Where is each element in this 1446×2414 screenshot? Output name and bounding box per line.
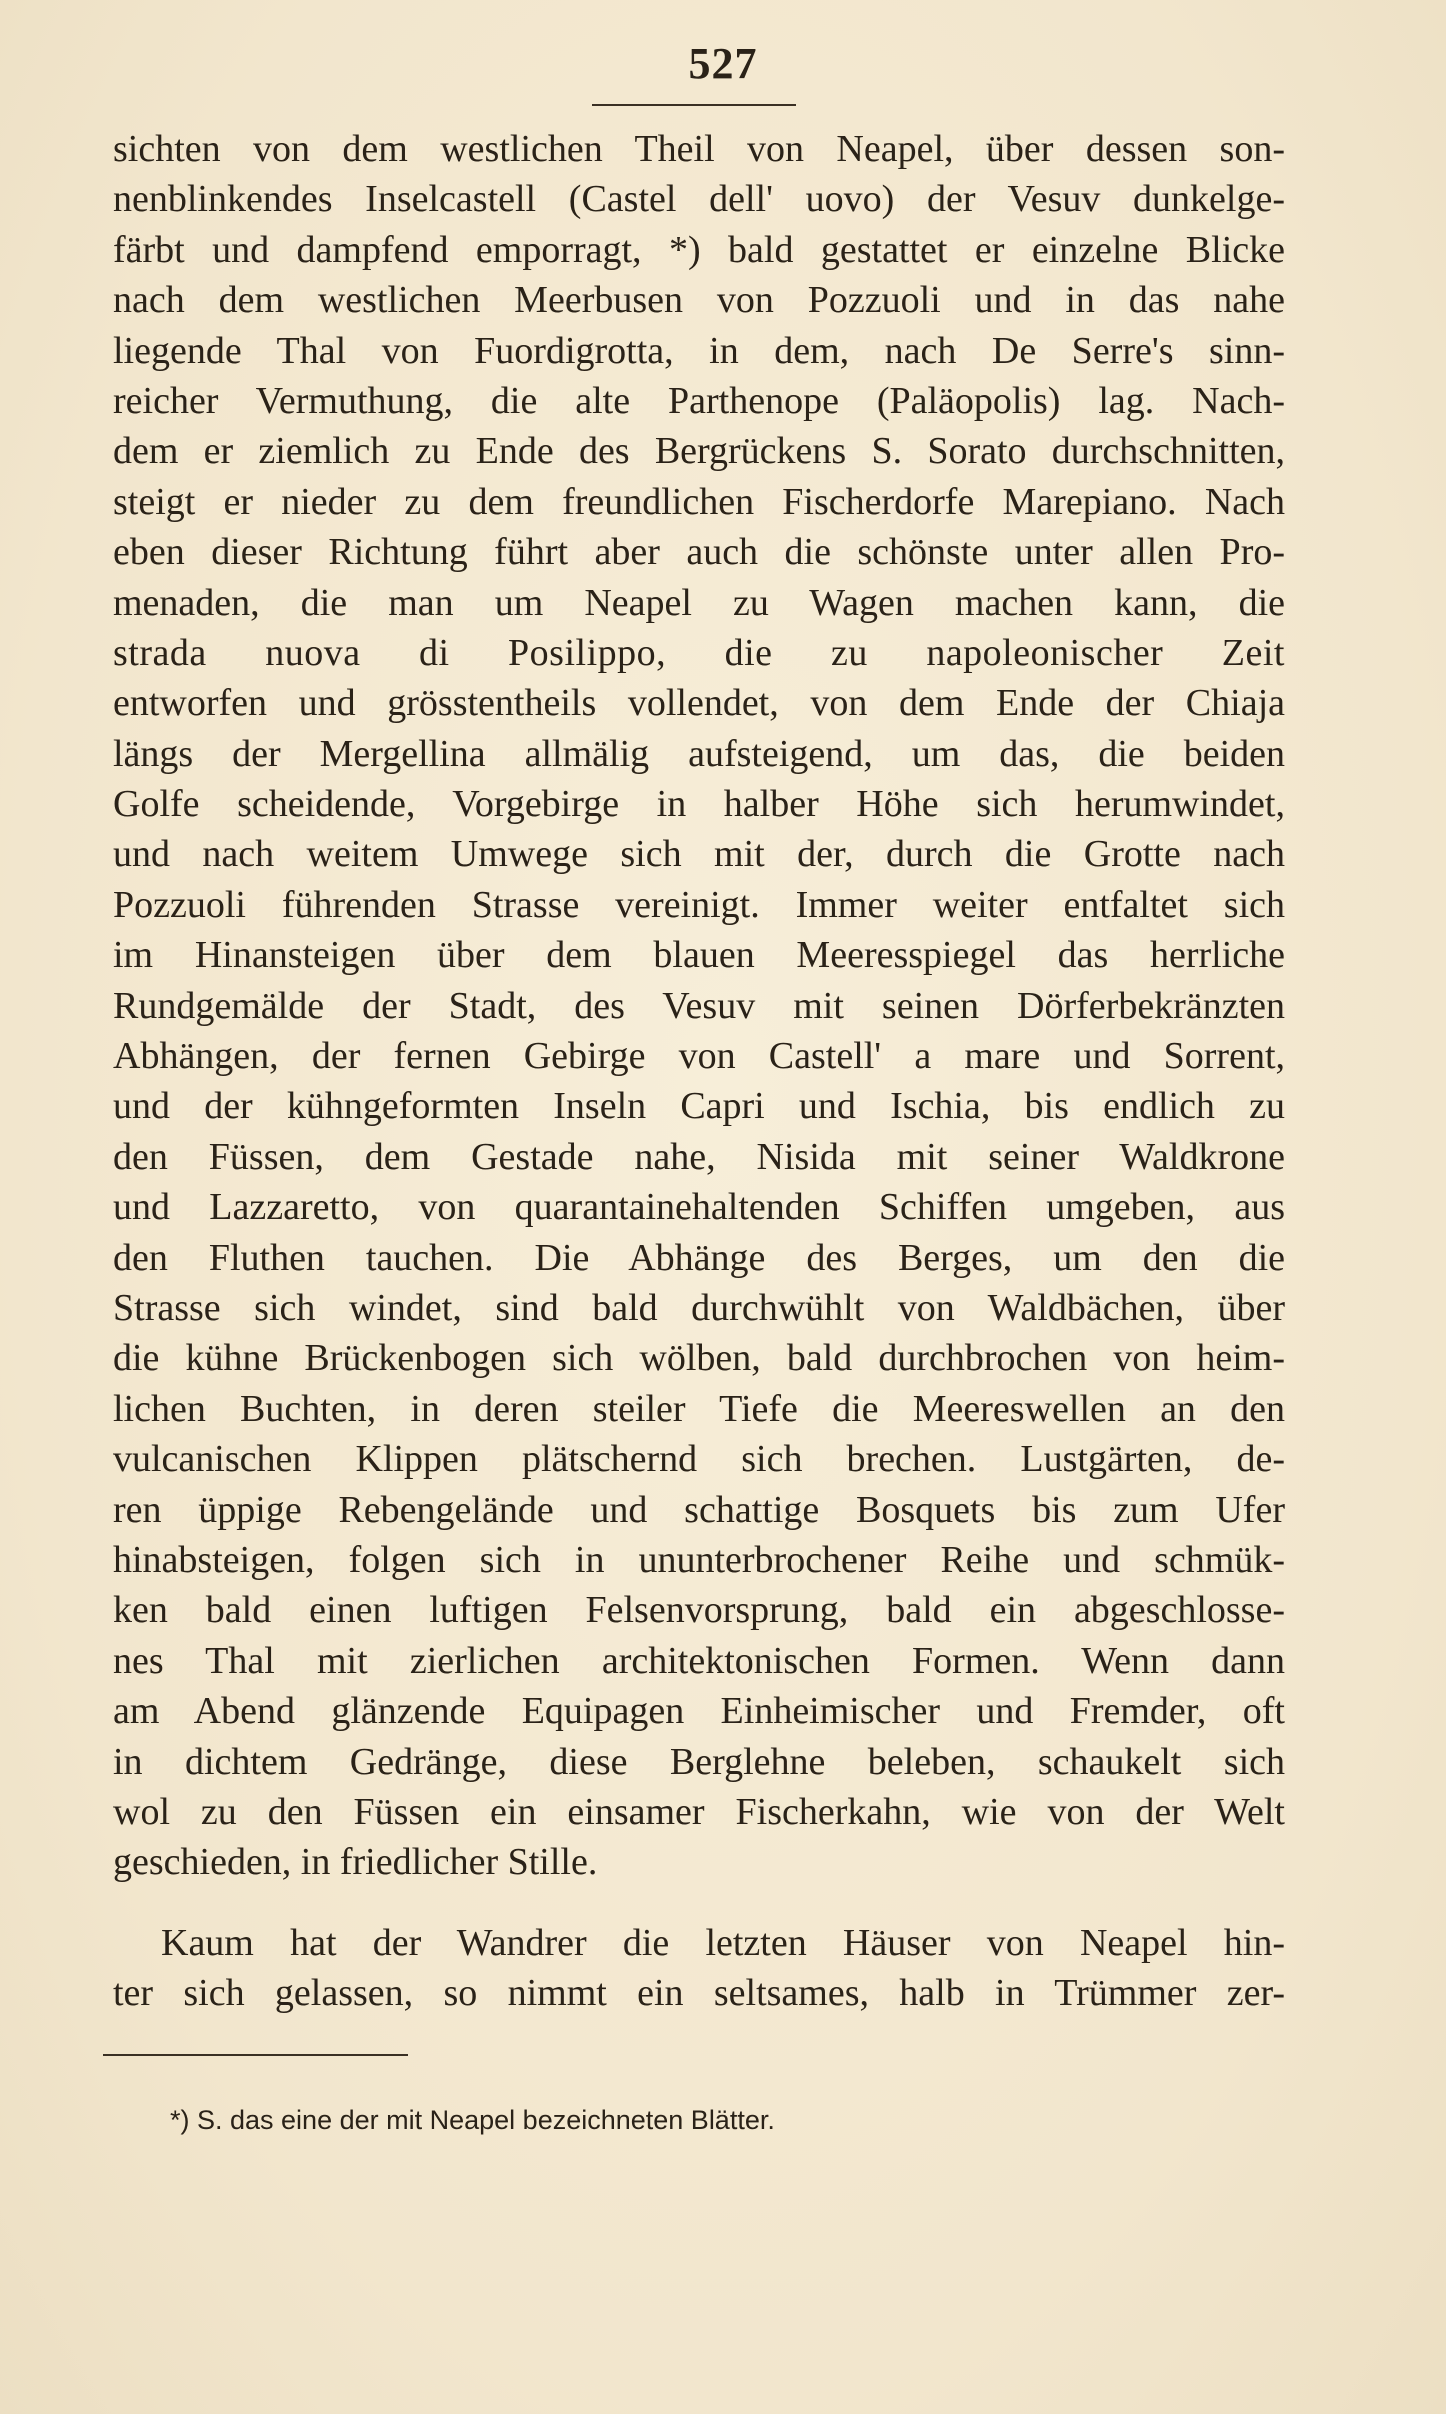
text-line: Kaum hat der Wandrer die letzten Häuser von Neapel hin- <box>161 1921 1285 1964</box>
text-line: färbt und dampfend emporragt, *) bald gestattet er einzelne Blicke <box>113 228 1285 271</box>
text-line: lichen Buchten, in deren steiler Tiefe die Meereswellen an den <box>113 1387 1285 1430</box>
text-line: ter sich gelassen, so nimmt ein seltsames, halb in Trümmer zer- <box>113 1972 1285 2015</box>
text-line: dem er ziemlich zu Ende des Bergrückens S. Sorato durchschnitten, <box>113 430 1285 473</box>
text-line: den Fluthen tauchen. Die Abhänge des Berges, um den die <box>113 1236 1285 1279</box>
text-line: eben dieser Richtung führt aber auch die schönste unter allen Pro- <box>113 531 1285 574</box>
text-line: wol zu den Füssen ein einsamer Fischerkahn, wie von der Welt <box>113 1790 1285 1833</box>
text-line: und Lazzaretto, von quarantainehaltenden Schiffen umgeben, aus <box>113 1186 1285 1229</box>
text-line: hinabsteigen, folgen sich in ununterbrochener Reihe und schmük- <box>113 1538 1285 1581</box>
paragraph-1 <box>113 124 1285 1888</box>
text-line: Pozzuoli führenden Strasse vereinigt. Immer weiter entfaltet sich <box>113 883 1285 926</box>
text-line: vulcanischen Klippen plätschernd sich brechen. Lustgärten, de- <box>113 1438 1285 1481</box>
text-line: und der kühngeformten Inseln Capri und Ischia, bis endlich zu <box>113 1085 1285 1128</box>
text-line: nach dem westlichen Meerbusen von Pozzuoli und in das nahe <box>113 279 1285 322</box>
text-line: den Füssen, dem Gestade nahe, Nisida mit seiner Waldkrone <box>113 1135 1285 1178</box>
text-line: nenblinkendes Inselcastell (Castel dell' uovo) der Vesuv dunkelge- <box>113 178 1285 221</box>
text-line: Strasse sich windet, sind bald durchwühlt von Waldbächen, über <box>113 1286 1285 1329</box>
text-line: steigt er nieder zu dem freundlichen Fischerdorfe Marepiano. Nach <box>113 480 1285 523</box>
text-line: geschieden, in friedlicher Stille. <box>113 1841 598 1884</box>
header-rule <box>592 104 796 106</box>
text-line: reicher Vermuthung, die alte Parthenope (Paläopolis) lag. Nach- <box>113 379 1285 422</box>
text-line: ren üppige Rebengelände und schattige Bosquets bis zum Ufer <box>113 1488 1285 1531</box>
footnote: *) S. das eine der mit Neapel bezeichneten Blätter. <box>170 2105 775 2135</box>
text-line: nes Thal mit zierlichen architektonischen Formen. Wenn dann <box>113 1639 1285 1682</box>
text-line: sichten von dem westlichen Theil von Neapel, über dessen son- <box>113 128 1285 170</box>
text-line: längs der Mergellina allmälig aufsteigend, um das, die beiden <box>113 732 1285 775</box>
text-line: und nach weitem Umwege sich mit der, durch die Grotte nach <box>113 833 1285 876</box>
text-line: liegende Thal von Fuordigrotta, in dem, nach De Serre's sinn- <box>113 329 1285 372</box>
body-text <box>113 124 1285 2018</box>
text-line: strada nuova di Posilippo, die zu napoleonischer Zeit <box>113 631 1285 674</box>
text-line: im Hinansteigen über dem blauen Meeresspiegel das herrliche <box>113 934 1285 977</box>
text-line: am Abend glänzende Equipagen Einheimischer und Fremder, oft <box>113 1690 1285 1733</box>
text-line: entworfen und grösstentheils vollendet, von dem Ende der Chiaja <box>113 682 1285 725</box>
paragraph-gap <box>113 1888 1285 1918</box>
text-line: Abhängen, der fernen Gebirge von Castell' a mare und Sorrent, <box>113 1035 1285 1078</box>
footnote-rule <box>103 2054 408 2056</box>
text-line: Golfe scheidende, Vorgebirge in halber Höhe sich herumwindet, <box>113 783 1285 826</box>
text-line: in dichtem Gedränge, diese Berglehne beleben, schaukelt sich <box>113 1740 1285 1783</box>
text-line: die kühne Brückenbogen sich wölben, bald durchbrochen von heim- <box>113 1337 1285 1380</box>
text-line: menaden, die man um Neapel zu Wagen machen kann, die <box>113 581 1285 624</box>
paragraph-2 <box>113 1918 1285 2019</box>
page-number: 527 <box>688 39 758 88</box>
text-line: Rundgemälde der Stadt, des Vesuv mit seinen Dörferbekränzten <box>113 984 1285 1027</box>
text-line: ken bald einen luftigen Felsenvorsprung, bald ein abgeschlosse- <box>113 1589 1285 1632</box>
